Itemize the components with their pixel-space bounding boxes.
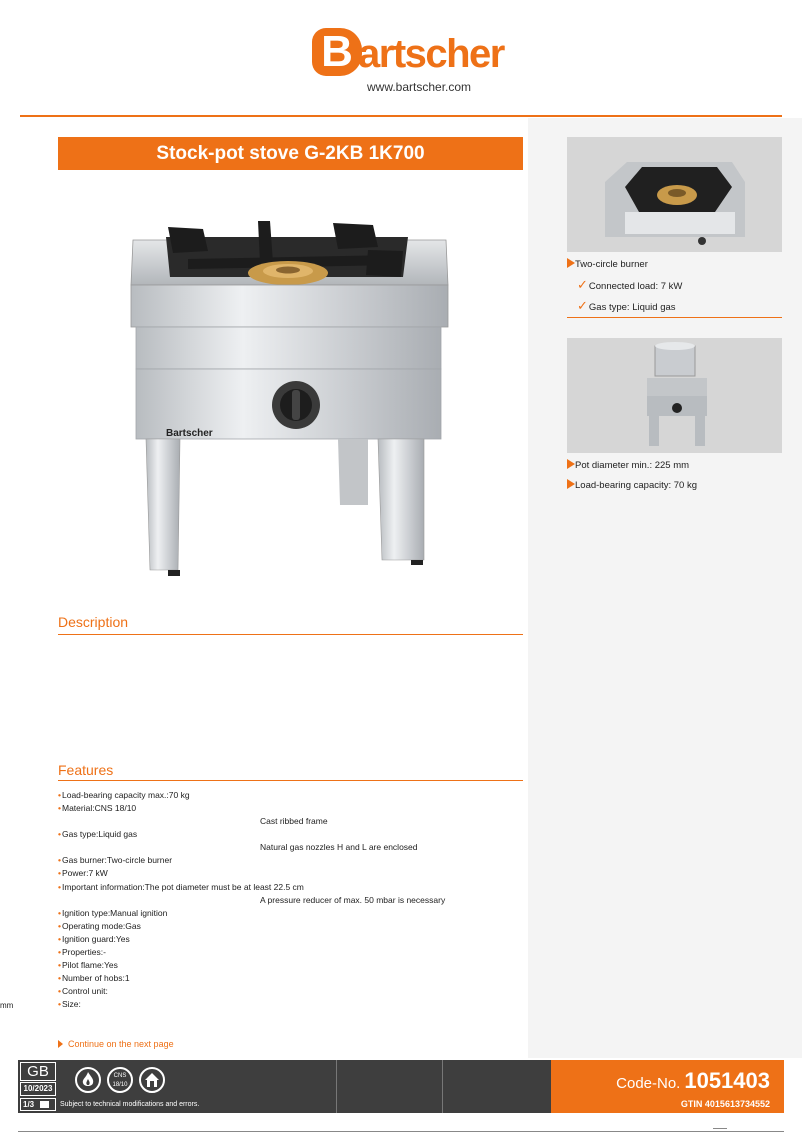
features-title: Features [58, 762, 114, 778]
description-title: Description [58, 614, 129, 630]
size-unit-fragment: mm [0, 1001, 14, 1010]
features-divider [58, 780, 523, 781]
product-title: Stock-pot stove G-2KB 1K700 [58, 137, 523, 170]
product-badge: Bartscher [166, 428, 213, 439]
bottom-tick [713, 1128, 727, 1129]
feature-heading-capacity: Load-bearing capacity: 70 kg [567, 479, 697, 491]
description-divider [58, 634, 523, 635]
bottom-rule [18, 1131, 784, 1132]
arrow-right-icon [58, 1040, 63, 1048]
feature-heading-pot: Pot diameter min.: 225 mm [567, 459, 689, 471]
right-divider [567, 317, 782, 318]
feature-subnote: Cast ribbed frame [260, 816, 328, 826]
home-use-icon [139, 1067, 165, 1093]
logo-wordmark: artscher [358, 32, 504, 76]
feature-item: •Operating mode:Gas [58, 921, 141, 931]
continue-link[interactable]: Continue on the next page [58, 1039, 174, 1049]
disclaimer-text: Subject to technical modifications and errors. [60, 1101, 200, 1108]
feature-item: •Gas type:Liquid gas [58, 829, 138, 839]
footer-divider [336, 1060, 337, 1113]
gtin-number: GTIN 4015613734552 [680, 1099, 770, 1109]
feature-subnote: Natural gas nozzles H and L are enclosed [260, 842, 418, 852]
arrow-right-icon [567, 258, 575, 268]
gas-flame-icon [75, 1067, 101, 1093]
feature-item: •Control unit: [58, 986, 108, 996]
feature-check-item: ✓Gas type: Liquid gas [577, 298, 676, 313]
feature-item: •Pilot flame:Yes [58, 960, 118, 970]
burner-closeup-image [567, 137, 782, 252]
logo-b-mark: B [312, 28, 362, 76]
cns-material-icon: CNS 18/10 [107, 1067, 133, 1093]
language-code: GB [20, 1062, 56, 1081]
feature-item: •Size: [58, 999, 81, 1009]
feature-item: •Material:CNS 18/10 [58, 803, 137, 813]
feature-item: •Ignition type:Manual ignition [58, 908, 168, 918]
arrow-right-icon [567, 479, 575, 489]
checkmark-icon: ✓ [577, 298, 588, 313]
feature-item: •Power:7 kW [58, 868, 108, 878]
footer-bar [18, 1060, 784, 1113]
doc-date: 10/2023 [20, 1082, 56, 1096]
feature-item: •Properties:- [58, 947, 106, 957]
feature-heading-burner: Two-circle burner [567, 258, 648, 270]
brand-url[interactable]: www.bartscher.com [367, 80, 472, 94]
product-image [128, 215, 458, 580]
header-divider [20, 115, 782, 117]
feature-item: •Ignition guard:Yes [58, 934, 130, 944]
code-panel [551, 1060, 784, 1113]
feature-item: •Number of hobs:1 [58, 973, 130, 983]
book-icon [40, 1101, 49, 1108]
brand-logo[interactable] [312, 24, 504, 98]
feature-item: •Important information:The pot diameter must be at least 22.5 cm [58, 882, 304, 892]
code-number: Code-No. 1051403 [616, 1068, 770, 1093]
feature-check-item: ✓Connected load: 7 kW [577, 277, 683, 292]
stove-with-pot-image [567, 338, 782, 453]
arrow-right-icon [567, 459, 575, 469]
feature-subnote: A pressure reducer of max. 50 mbar is necessary [260, 895, 446, 905]
page-number: 1/3 [20, 1098, 56, 1111]
checkmark-icon: ✓ [577, 277, 588, 292]
feature-item: •Gas burner:Two-circle burner [58, 855, 173, 865]
feature-item: •Load-bearing capacity max.:70 kg [58, 790, 190, 800]
footer-divider [442, 1060, 443, 1113]
